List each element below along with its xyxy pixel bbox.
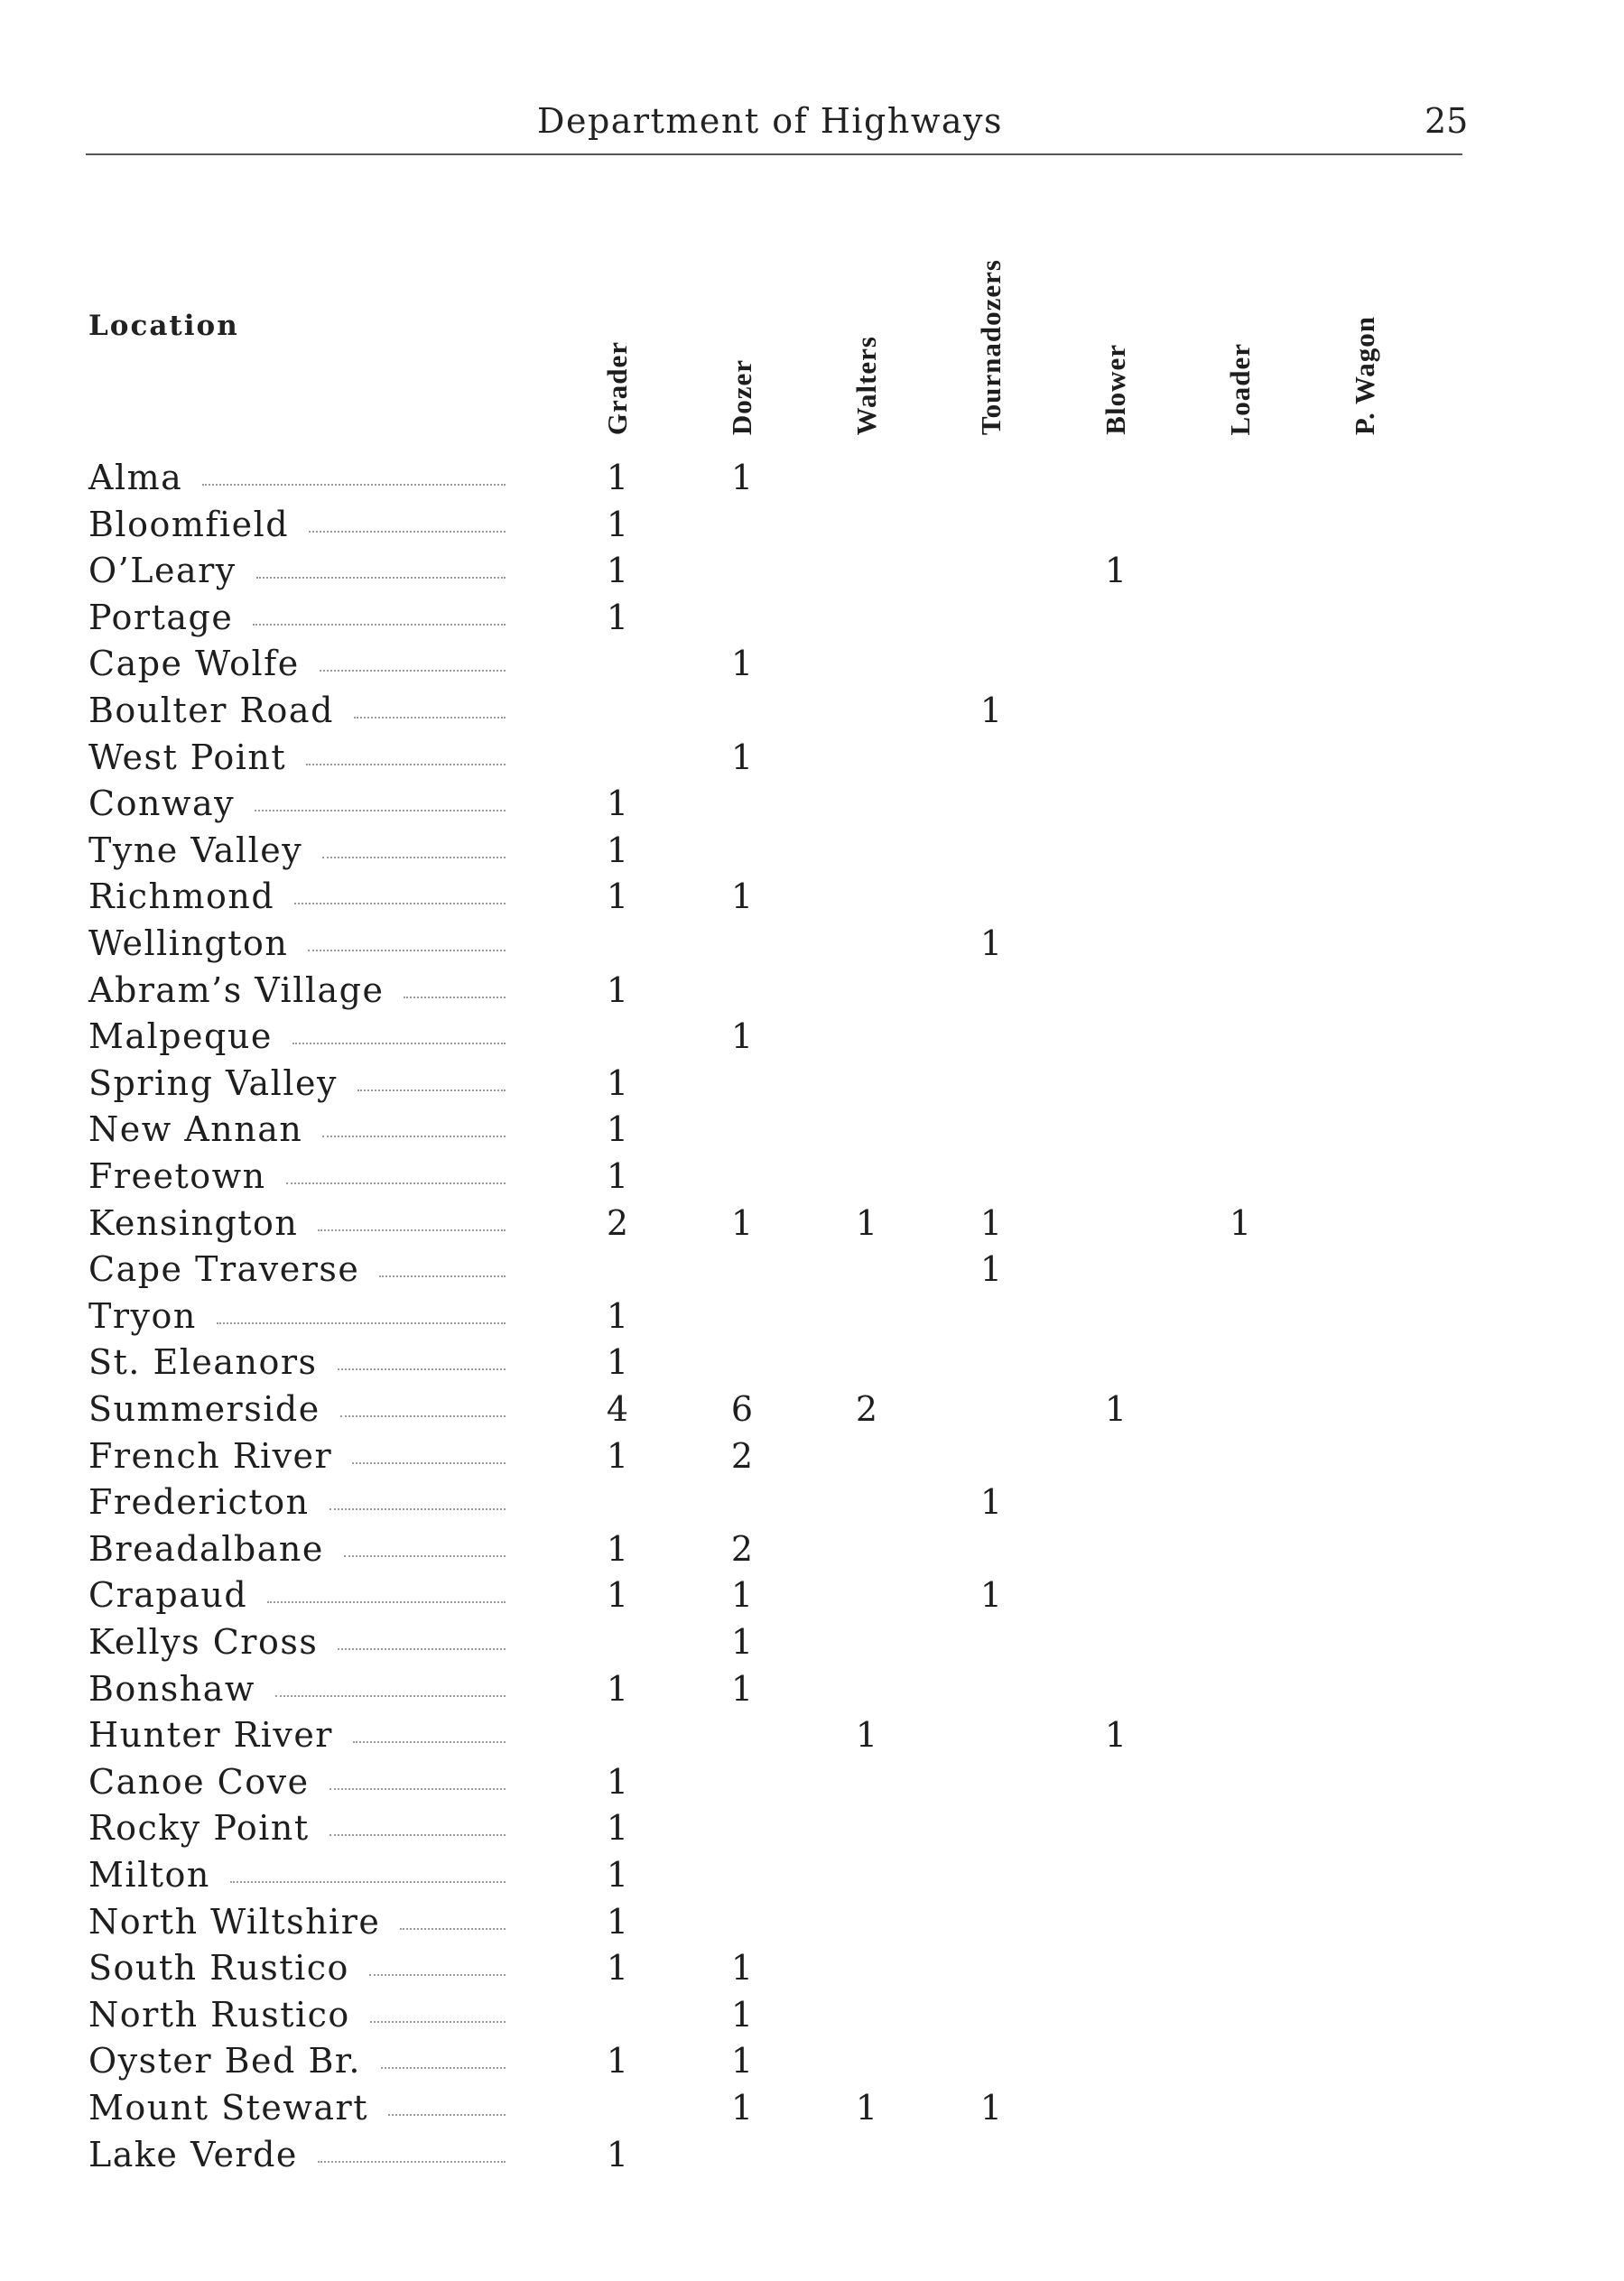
table-row — [0, 547, 1624, 594]
dot-leader — [292, 1043, 506, 1044]
count-cell: 1 — [730, 1203, 754, 1243]
location-name: Rocky Point — [88, 1808, 310, 1848]
count-cell: 1 — [606, 2041, 629, 2081]
table-row — [0, 1618, 1624, 1665]
count-cell: 1 — [606, 1948, 629, 1988]
count-cell: 1 — [730, 1622, 754, 1662]
dot-leader — [400, 1928, 506, 1930]
location-name: Milton — [88, 1855, 210, 1895]
table-row — [0, 1293, 1624, 1340]
count-cell: 1 — [606, 2135, 629, 2174]
location-name: Richmond — [88, 876, 275, 916]
location-name: Mount Stewart — [88, 2088, 368, 2128]
table-row — [0, 1153, 1624, 1200]
count-cell: 1 — [606, 1808, 629, 1848]
table-row — [0, 454, 1624, 501]
location-column-header: Location — [88, 310, 239, 342]
location-name: Boulter Road — [88, 691, 334, 730]
table-row — [0, 1386, 1624, 1433]
dot-leader — [388, 2114, 506, 2116]
dot-leader — [381, 2067, 506, 2069]
location-name: Canoe Cove — [88, 1762, 310, 1802]
dot-leader — [255, 810, 506, 811]
count-cell: 2 — [606, 1203, 629, 1243]
count-cell: 1 — [606, 551, 629, 590]
count-cell: 1 — [730, 1575, 754, 1615]
count-cell: 1 — [606, 1902, 629, 1942]
dot-leader — [308, 950, 506, 951]
column-header-loader: Loader — [1224, 342, 1256, 435]
dot-leader — [338, 1368, 506, 1370]
table-row — [0, 1339, 1624, 1386]
location-name: New Annan — [88, 1109, 303, 1149]
count-cell: 1 — [730, 2088, 754, 2128]
table-row — [0, 594, 1624, 641]
count-cell: 1 — [855, 1203, 878, 1243]
table-row — [0, 780, 1624, 827]
table-row — [0, 1991, 1624, 2038]
table-row — [0, 687, 1624, 734]
dot-leader — [344, 1555, 506, 1557]
count-cell: 2 — [855, 1389, 878, 1429]
dot-leader — [370, 2021, 506, 2023]
location-name: North Wiltshire — [88, 1902, 381, 1942]
location-name: Wellington — [88, 923, 289, 963]
count-cell: 1 — [979, 691, 1003, 730]
dot-leader — [217, 1322, 506, 1324]
table-row — [0, 827, 1624, 874]
dot-leader — [320, 670, 506, 672]
dot-leader — [230, 1881, 506, 1883]
column-header-walters: Walters — [850, 335, 882, 435]
table-row — [0, 2037, 1624, 2084]
count-cell: 1 — [606, 1296, 629, 1336]
location-name: Cape Traverse — [88, 1249, 360, 1289]
location-name: Spring Valley — [88, 1063, 338, 1103]
dot-leader — [338, 1648, 506, 1650]
count-cell: 1 — [606, 876, 629, 916]
table-row — [0, 1572, 1624, 1618]
location-name: Hunter River — [88, 1715, 333, 1755]
location-name: South Rustico — [88, 1948, 349, 1988]
location-name: North Rustico — [88, 1995, 350, 2035]
dot-leader — [357, 1090, 506, 1091]
dot-leader — [253, 624, 506, 626]
count-cell: 1 — [730, 458, 754, 497]
location-name: Tryon — [88, 1296, 197, 1336]
count-cell: 6 — [730, 1389, 754, 1429]
table-row — [0, 2084, 1624, 2131]
count-cell: 1 — [606, 1156, 629, 1196]
location-name: Crapaud — [88, 1575, 248, 1615]
count-cell: 1 — [606, 830, 629, 870]
location-name: Malpeque — [88, 1016, 273, 1056]
column-header-tournadozers: Tournadozers — [975, 258, 1007, 435]
count-cell: 1 — [979, 1482, 1003, 1522]
location-name: St. Eleanors — [88, 1342, 318, 1382]
dot-leader — [318, 2161, 506, 2163]
column-header-grader: Grader — [601, 340, 633, 435]
count-cell: 1 — [606, 1669, 629, 1709]
location-name: O’Leary — [88, 551, 237, 590]
count-cell: 1 — [1229, 1203, 1252, 1243]
table-row — [0, 1758, 1624, 1805]
count-cell: 1 — [730, 2041, 754, 2081]
dot-leader — [294, 903, 506, 904]
count-cell: 1 — [606, 1436, 629, 1476]
count-cell: 1 — [606, 505, 629, 544]
location-name: Abram’s Village — [88, 970, 385, 1010]
count-cell: 1 — [606, 1529, 629, 1569]
count-cell: 1 — [730, 1948, 754, 1988]
table-row — [0, 1106, 1624, 1153]
count-cell: 4 — [606, 1389, 629, 1429]
location-name: Tyne Valley — [88, 830, 303, 870]
dot-leader — [379, 1275, 506, 1277]
dot-leader — [354, 717, 506, 719]
location-name: West Point — [88, 737, 287, 777]
table-row — [0, 640, 1624, 687]
dot-leader — [329, 1508, 506, 1510]
count-cell: 1 — [1104, 551, 1128, 590]
table-row — [0, 1013, 1624, 1060]
count-cell: 1 — [730, 737, 754, 777]
table-row — [0, 734, 1624, 781]
column-header-blower: Blower — [1100, 344, 1131, 435]
location-name: Bonshaw — [88, 1669, 255, 1709]
count-cell: 1 — [979, 2088, 1003, 2128]
count-cell: 1 — [606, 598, 629, 637]
dot-leader — [404, 997, 506, 998]
table-row — [0, 501, 1624, 548]
count-cell: 1 — [606, 1575, 629, 1615]
location-name: Lake Verde — [88, 2135, 298, 2174]
table-row — [0, 1804, 1624, 1851]
location-name: Fredericton — [88, 1482, 310, 1522]
table-row — [0, 2131, 1624, 2178]
dot-leader — [329, 1834, 506, 1836]
table-row — [0, 920, 1624, 967]
count-cell: 2 — [730, 1529, 754, 1569]
dot-leader — [202, 484, 506, 486]
table-row — [0, 873, 1624, 920]
column-header-dozer: Dozer — [726, 358, 757, 435]
dot-leader — [256, 577, 506, 579]
page-header-title: Department of Highways — [537, 101, 1003, 141]
table-row — [0, 1060, 1624, 1107]
table-row — [0, 1200, 1624, 1247]
table-row — [0, 1246, 1624, 1293]
dot-leader — [353, 1741, 506, 1743]
count-cell: 1 — [606, 1109, 629, 1149]
dot-leader — [267, 1601, 506, 1603]
location-name: Cape Wolfe — [88, 644, 300, 683]
dot-leader — [369, 1974, 506, 1976]
count-cell: 1 — [606, 458, 629, 497]
location-name: French River — [88, 1436, 333, 1476]
page-number: 25 — [1424, 101, 1469, 141]
table-row — [0, 1433, 1624, 1479]
dot-leader — [352, 1462, 506, 1464]
count-cell: 1 — [979, 1249, 1003, 1289]
table-row — [0, 1851, 1624, 1898]
count-cell: 1 — [730, 1669, 754, 1709]
table-row — [0, 1944, 1624, 1991]
location-name: Kensington — [88, 1203, 299, 1243]
dot-leader — [318, 1229, 506, 1231]
location-name: Breadalbane — [88, 1529, 324, 1569]
dot-leader — [329, 1788, 506, 1790]
dot-leader — [322, 1136, 506, 1137]
count-cell: 1 — [606, 1342, 629, 1382]
count-cell: 1 — [606, 970, 629, 1010]
dot-leader — [322, 857, 506, 858]
count-cell: 1 — [855, 1715, 878, 1755]
table-row — [0, 1898, 1624, 1945]
table-row — [0, 967, 1624, 1014]
count-cell: 1 — [606, 1063, 629, 1103]
count-cell: 1 — [730, 876, 754, 916]
count-cell: 1 — [855, 2088, 878, 2128]
location-name: Oyster Bed Br. — [88, 2041, 361, 2081]
count-cell: 1 — [730, 1016, 754, 1056]
count-cell: 1 — [606, 1762, 629, 1802]
location-name: Summerside — [88, 1389, 320, 1429]
table-row — [0, 1525, 1624, 1572]
column-header-p-wagon: P. Wagon — [1349, 315, 1380, 435]
count-cell: 1 — [979, 1575, 1003, 1615]
count-cell: 1 — [606, 1855, 629, 1895]
location-name: Alma — [88, 458, 183, 497]
count-cell: 1 — [606, 784, 629, 823]
count-cell: 2 — [730, 1436, 754, 1476]
count-cell: 1 — [979, 923, 1003, 963]
location-name: Conway — [88, 784, 236, 823]
count-cell: 1 — [730, 644, 754, 683]
count-cell: 1 — [979, 1203, 1003, 1243]
location-name: Kellys Cross — [88, 1622, 319, 1662]
table-row — [0, 1479, 1624, 1525]
dot-leader — [309, 531, 506, 533]
count-cell: 1 — [730, 1995, 754, 2035]
location-name: Bloomfield — [88, 505, 290, 544]
table-row — [0, 1711, 1624, 1758]
header-rule — [86, 153, 1462, 155]
count-cell: 1 — [1104, 1389, 1128, 1429]
count-cell: 1 — [1104, 1715, 1128, 1755]
dot-leader — [340, 1415, 506, 1417]
location-name: Portage — [88, 598, 234, 637]
location-name: Freetown — [88, 1156, 266, 1196]
dot-leader — [286, 1182, 506, 1184]
dot-leader — [275, 1695, 506, 1697]
table-row — [0, 1665, 1624, 1712]
dot-leader — [306, 764, 506, 765]
